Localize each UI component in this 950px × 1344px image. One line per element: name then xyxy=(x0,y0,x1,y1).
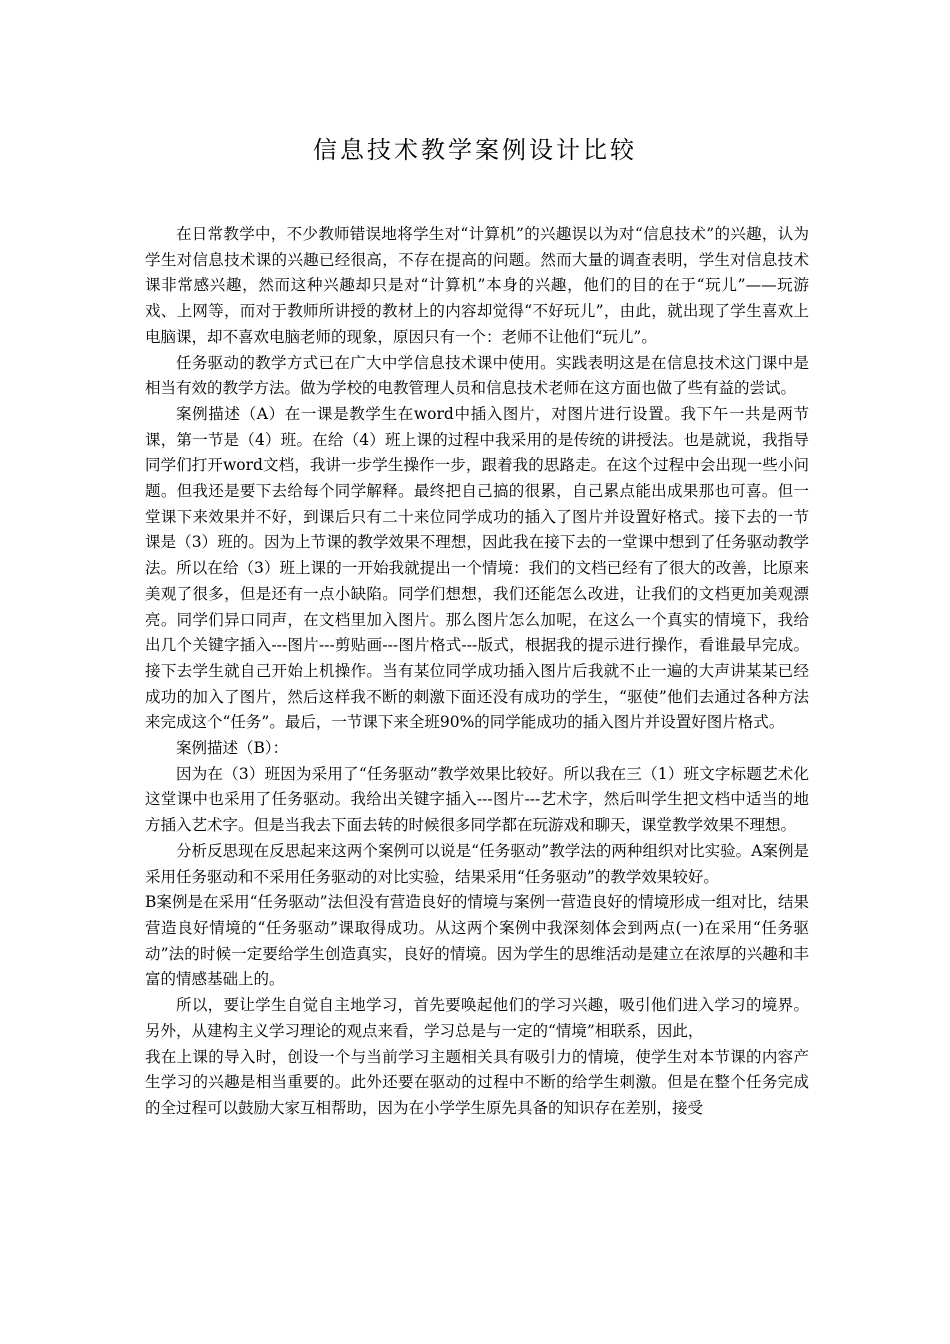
paragraph-intro: 在日常教学中，不少教师错误地将学生对“计算机”的兴趣误以为对“信息技术”的兴趣，认为学生对信息技术课的兴趣已经很高，不存在提高的问题。然而大量的调查表明，学生对信息技术课非常感兴趣，然而这种兴趣却只是对“计算机”本身的兴趣，他们的目的在于“玩儿”——玩游戏、上网等，而对于教师所讲授的教材上的内容却觉得“不好玩儿”，由此，就出现了学生喜欢上电脑课，却不喜欢电脑老师的现象，原因只有一个：老师不让他们“玩儿”。 xyxy=(145,225,809,346)
paragraph-case-b: 因为在（3）班因为采用了“任务驱动”教学效果比较好。所以我在三（1）班文字标题艺术化这堂课中也采用了任务驱动。我给出关键字插入---图片---艺术字，然后叫学生把文档中适当的地方插入艺术字。但是当我去下面去转的时候很多同学都在玩游戏和聊天，课堂教学效果不理想。 xyxy=(145,764,809,835)
paragraph-task-driven: 任务驱动的教学方式已在广大中学信息技术课中使用。实践表明这是在信息技术这门课中是相当有效的教学方法。做为学校的电教管理人员和信息技术老师在这方面也做了些有益的尝试。 xyxy=(145,353,809,398)
paragraph-case-b-heading: 案例描述（B）： xyxy=(176,739,289,758)
paragraph-case-b-analysis: B案例是在采用“任务驱动”法但没有营造良好的情境与案例一营造良好的情境形成一组对比，结果营造良好情境的“任务驱动”课取得成功。从这两个案例中我深刻体会到两点(一)在采用“任务驱动”法的时候一定要给学生创造真实，良好的情境。因为学生的思维活动是建立在浓厚的兴趣和丰富的情感基础上的。 xyxy=(145,893,809,989)
document-body xyxy=(145,222,809,1122)
paragraph-case-a: 案例描述（A）在一课是教学生在word中插入图片，对图片进行设置。我下午一共是两节课，第一节是（4）班。在给（4）班上课的过程中我采用的是传统的讲授法。也是就说，我指导同学们打开word文档，我讲一步学生操作一步，跟着我的思路走。在这个过程中会出现一些小问题。但我还是要下去给每个同学解释。最终把自己搞的很累，自己累点能出成果那也可喜。但一堂课下来效果并不好，到课后只有二十来位同学成功的插入了图片并设置好格式。接下去的一节课是（3）班的。因为上节课的教学效果不理想，因此我在接下去的一堂课中想到了任务驱动教学法。所以在给（3）班上课的一开始我就提出一个情境：我们的文档已经有了很大的改善，比原来美观了很多，但是还有一点小缺陷。同学们想想，我们还能怎么改进，让我们的文档更加美观漂亮。同学们异口同声，在文档里加入图片。那么图片怎么加呢，在这么一个真实的情境下，我给出几个关键字插入---图片---剪贴画---图片格式---版式，根据我的提示进行操作，看谁最早完成。接下去学生就自己开始上机操作。当有某位同学成功插入图片后我就不止一遍的大声讲某某已经成功的加入了图片，然后这样我不断的刺激下面还没有成功的学生，“驱使”他们去通过各种方法来完成这个“任务”。最后，一节课下来全班90%的同学能成功的插入图片并设置好图片格式。 xyxy=(145,404,809,732)
document-title: 信息技术教学案例设计比较 xyxy=(313,136,637,164)
paragraph-conclusion: 所以，要让学生自觉自主地学习，首先要唤起他们的学习兴趣，吸引他们进入学习的境界。另外，从建构主义学习理论的观点来看，学习总是与一定的“情境”相联系，因此， xyxy=(145,996,809,1040)
paragraph-analysis: 分析反思现在反思起来这两个案例可以说是“任务驱动”教学法的两种组织对比实验。A案例是采用任务驱动和不采用任务驱动的对比实验，结果采用“任务驱动”的教学效果较好。 xyxy=(145,841,809,886)
paragraph-lesson-intro: 我在上课的导入时，创设一个与当前学习主题相关具有吸引力的情境，使学生对本节课的内容产生学习的兴趣是相当重要的。此外还要在驱动的过程中不断的给学生刺激。但是在整个任务完成的全过程可以鼓励大家互相帮助，因为在小学学生原先具备的知识存在差别，接受 xyxy=(145,1047,809,1117)
